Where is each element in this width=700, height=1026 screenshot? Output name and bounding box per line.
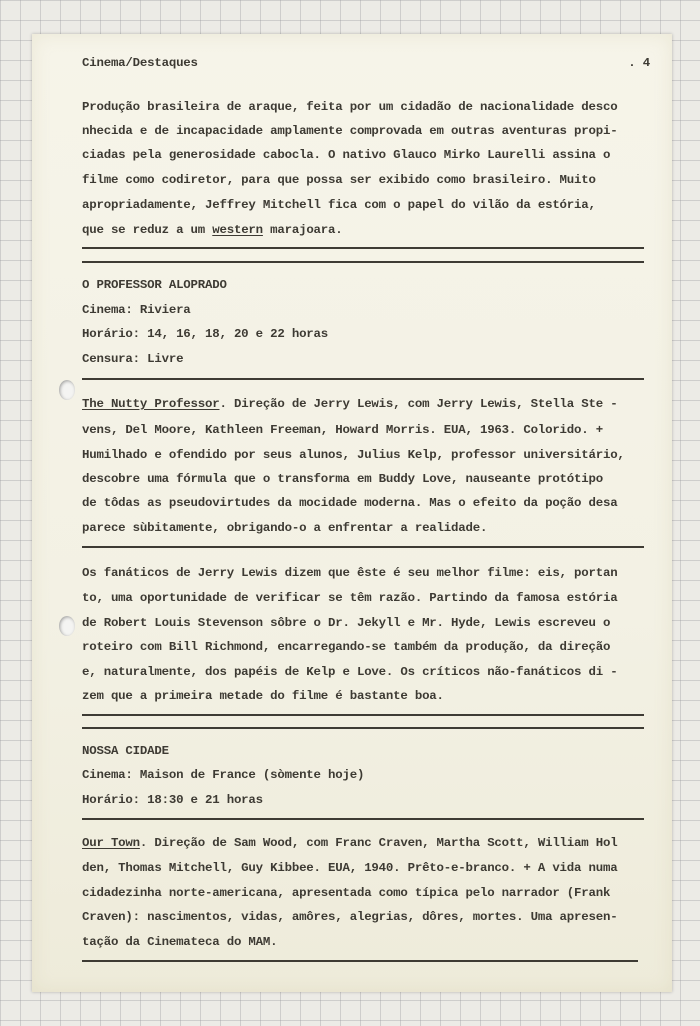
film-title: O PROFESSOR ALOPRADO	[82, 278, 227, 292]
original-title: The Nutty Professor	[82, 397, 220, 411]
page-number: . 4	[628, 56, 650, 70]
film-credits-line: Craven): nascimentos, vidas, amôres, alegrias, dôres, mortes. Uma apresen-	[82, 910, 618, 924]
film-schedule: Horário: 18:30 e 21 horas	[82, 793, 263, 807]
film-credits-line: cidadezinha norte-americana, apresentada como típica pelo narrador (Frank	[82, 886, 611, 900]
typed-page	[32, 34, 672, 992]
divider	[82, 546, 644, 548]
divider	[82, 818, 644, 820]
film-cinema: Cinema: Riviera	[82, 303, 191, 317]
review-line: de Robert Louis Stevenson sôbre o Dr. Jekyll e Mr. Hyde, Lewis escreveu o	[82, 616, 611, 630]
intro-line: nhecida e de incapacidade amplamente comprovada em outras aventuras propi-	[82, 124, 618, 138]
intro-line: que se reduz a um western marajoara.	[82, 223, 343, 237]
film-cinema: Cinema: Maison de France (sòmente hoje)	[82, 768, 365, 782]
divider	[82, 261, 644, 263]
film-credits-line: parece sùbitamente, obrigando-o a enfrentar a realidade.	[82, 521, 488, 535]
film-credits-line: vens, Del Moore, Kathleen Freeman, Howard Morris. EUA, 1963. Colorido. +	[82, 423, 603, 437]
film-credits-line: Our Town. Direção de Sam Wood, com Franc Craven, Martha Scott, William Hol	[82, 836, 618, 850]
film-credits-line: de tôdas as pseudovirtudes da mocidade moderna. Mas o efeito da poção desa	[82, 496, 618, 510]
review-line: zem que a primeira metade do filme é bastante boa.	[82, 689, 444, 703]
film-title: NOSSA CIDADE	[82, 744, 169, 758]
intro-line: ciadas pela generosidade cabocla. O nativo Glauco Mirko Laurelli assina o	[82, 148, 611, 162]
intro-line: filme como codiretor, para que possa ser exibido como brasileiro. Muito	[82, 173, 596, 187]
intro-line: Produção brasileira de araque, feita por um cidadão de nacionalidade desco	[82, 100, 618, 114]
film-rating: Censura: Livre	[82, 352, 184, 366]
film-schedule: Horário: 14, 16, 18, 20 e 22 horas	[82, 327, 329, 341]
film-credits-line: descobre uma fórmula que o transforma em Buddy Love, nauseante protótipo	[82, 472, 603, 486]
film-credits-line: tação da Cinemateca do MAM.	[82, 935, 278, 949]
divider	[82, 727, 644, 729]
divider	[82, 247, 644, 249]
punch-hole	[59, 380, 75, 400]
original-title: Our Town	[82, 836, 140, 850]
divider	[82, 378, 644, 380]
review-line: e, naturalmente, dos papéis de Kelp e Love. Os críticos não-fanáticos di -	[82, 665, 618, 679]
film-credits-line: Humilhado e ofendido por seus alunos, Julius Kelp, professor universitário,	[82, 448, 625, 462]
punch-hole	[59, 616, 75, 636]
review-line: to, uma oportunidade de verificar se têm razão. Partindo da famosa estória	[82, 591, 618, 605]
section-header: Cinema/Destaques	[82, 56, 198, 70]
divider	[82, 960, 638, 962]
review-line: roteiro com Bill Richmond, encarregando-se também da produção, da direção	[82, 640, 611, 654]
divider	[82, 714, 644, 716]
film-credits-line: The Nutty Professor. Direção de Jerry Lewis, com Jerry Lewis, Stella Ste -	[82, 397, 618, 411]
review-line: Os fanáticos de Jerry Lewis dizem que êste é seu melhor filme: eis, portan	[82, 566, 618, 580]
intro-line: apropriadamente, Jeffrey Mitchell fica com o papel do vilão da estória,	[82, 198, 596, 212]
film-credits-line: den, Thomas Mitchell, Guy Kibbee. EUA, 1940. Prêto-e-branco. + A vida numa	[82, 861, 618, 875]
